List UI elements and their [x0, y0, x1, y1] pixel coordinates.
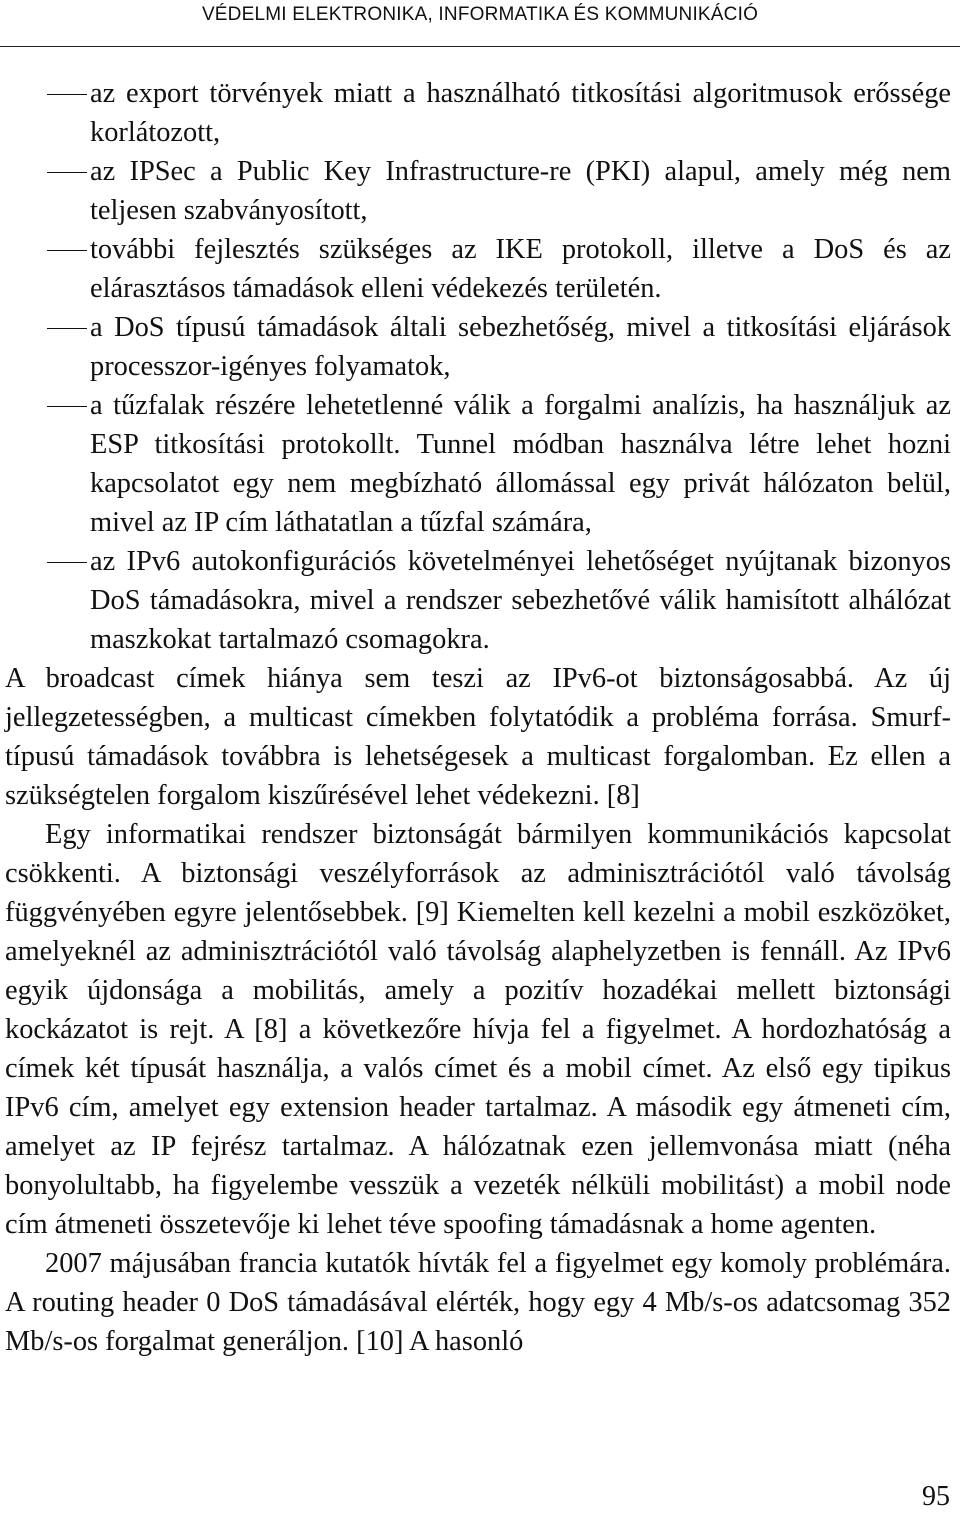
list-item-text: a tűzfalak részére lehetetlenné válik a forgalmi analízis, ha használjuk az ESP titkosítási protokollt. Tunnel módban használva létre lehet hozni kapcsolatot egy nem megbízható állomással egy privát hálózaton belül, mivel az IP cím láthatatlan a tűzfal számára, — [90, 390, 951, 538]
body-paragraph: A broadcast címek hiánya sem teszi az IPv6-ot biztonságosabbá. Az új jellegzetességben, a multicast címekben folytatódik a probléma forrása. Smurf-típusú támadások továbbra is lehetségesek a multicast forgalomban. Ez ellen a szükségtelen forgalom kiszűrésével lehet védekezni. [8] — [5, 663, 951, 811]
list-item-text: az IPv6 autokonfigurációs követelményei lehetőséget nyújtanak bizonyos DoS támadásokra, mivel a rendszer sebezhetővé válik hamisított alhálózat maszkokat tartalmazó csomagokra. — [90, 546, 951, 655]
list-item-text: a DoS típusú támadások általi sebezhetőség, mivel a titkosítási eljárások processzor-igényes folyamatok, — [90, 312, 951, 382]
dash-bullet — [47, 94, 87, 95]
list-item-text: az export törvények miatt a használható titkosítási algoritmusok erőssége korlátozott, — [90, 78, 951, 148]
dash-bullet — [47, 172, 87, 173]
header-rule — [0, 46, 960, 47]
dash-bullet — [47, 250, 87, 251]
list-item — [5, 74, 951, 152]
list-item-text: további fejlesztés szükséges az IKE protokoll, illetve a DoS és az elárasztásos támadások elleni védekezés területén. — [90, 234, 951, 304]
list-item — [5, 152, 951, 230]
dash-bullet — [47, 406, 87, 407]
page-number: 95 — [922, 1481, 950, 1512]
list-item-text: az IPSec a Public Key Infrastructure-re (PKI) alapul, amely még nem teljesen szabványosított, — [90, 156, 951, 226]
list-item — [5, 542, 951, 659]
page-body — [5, 74, 951, 1361]
list-item — [5, 230, 951, 308]
body-paragraph: Egy informatikai rendszer biztonságát bármilyen kommunikációs kapcsolat csökkenti. A biztonsági veszélyforrások az adminisztrációtól való távolság függvényében egyre jelentősebbek. [9] Kiemelten kell kezelni a mobil eszközöket, amelyeknél az adminisztrációtól való távolság alaphelyzetben is fennáll. Az IPv6 egyik újdonsága a mobilitás, amely a pozitív hozadékai mellett biztonsági kockázatot is rejt. A [8] a következőre hívja fel a figyelmet. A hordozhatóság a címek két típusát használja, a valós címet és a mobil címet. Az első egy tipikus IPv6 cím, amelyet egy extension header tartalmaz. A második egy átmeneti cím, amelyet az IP fejrész tartalmaz. A hálózatnak ezen jellemvonása miatt (néha bonyolultabb, ha figyelembe vesszük a vezeték nélküli mobilitást) a mobil node cím átmeneti összetevője ki lehet téve spoofing támadásnak a home agenten. — [5, 819, 951, 1240]
dash-bullet — [47, 562, 87, 563]
list-item — [5, 308, 951, 386]
dash-bullet — [47, 328, 87, 329]
body-paragraph: 2007 májusában francia kutatók hívták fel a figyelmet egy komoly problémára. A routing header 0 DoS támadásával elérték, hogy egy 4 Mb/s-os adatcsomag 352 Mb/s-os forgalmat generáljon. [10] A hasonló — [5, 1248, 951, 1357]
list-item — [5, 386, 951, 542]
running-header: VÉDELMI ELEKTRONIKA, INFORMATIKA ÉS KOMMUNIKÁCIÓ — [201, 4, 759, 25]
